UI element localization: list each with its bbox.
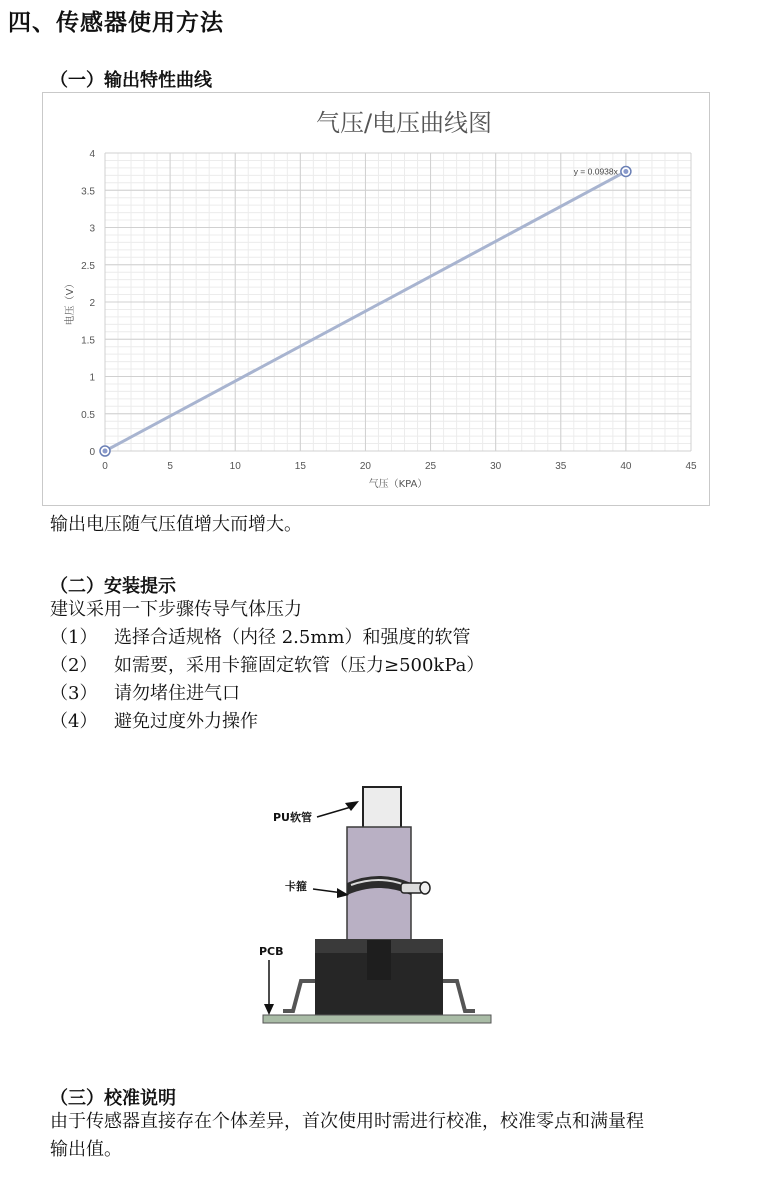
arrow-icon: [345, 801, 359, 811]
y-tick-label: 0.5: [81, 409, 95, 421]
x-tick-label: 5: [167, 461, 173, 472]
install-tips-heading: （二）安装提示: [50, 576, 176, 597]
pcb-board: [263, 1015, 491, 1023]
list-item: [50, 680, 484, 708]
trendline-equation: y = 0.0938x: [573, 166, 618, 177]
x-tick-label: 10: [229, 461, 241, 472]
y-tick-label: 1.5: [81, 335, 95, 347]
y-tick-label: 1: [89, 372, 95, 384]
y-tick-label: 3.5: [81, 186, 95, 198]
calibration-heading: （三）校准说明: [50, 1088, 176, 1109]
list-item-text: 选择合适规格（内径 2.5mm）和强度的软管: [114, 627, 471, 648]
data-point-inner: [103, 449, 108, 454]
clamp-label: 卡箍: [285, 880, 307, 893]
data-point-inner: [623, 169, 628, 174]
x-tick-label: 40: [620, 461, 632, 472]
y-tick-label: 0: [89, 447, 95, 458]
list-item: [50, 708, 484, 736]
x-axis-label: 气压（KPA）: [368, 479, 428, 490]
list-item-number: （2）: [50, 655, 98, 676]
install-intro: 建议采用一下步骤传导气体压力: [50, 599, 302, 620]
x-tick-label: 15: [294, 461, 306, 472]
y-axis-label: 电压（V）: [65, 278, 76, 326]
install-steps-list: [50, 624, 484, 736]
calibration-text-line2: 输出值。: [50, 1139, 122, 1160]
y-tick-label: 3: [89, 223, 95, 235]
chart-caption: 输出电压随气压值增大而增大。: [50, 514, 302, 535]
list-item: [50, 624, 484, 652]
pu-tube-upper: [363, 787, 401, 832]
list-item-text: 避免过度外力操作: [114, 711, 258, 732]
x-tick-label: 45: [685, 461, 697, 472]
chart-title: 气压/电压曲线图: [315, 109, 493, 137]
x-tick-label: 35: [555, 461, 567, 472]
x-tick-label: 30: [490, 461, 502, 472]
section-title: 四、传感器使用方法: [8, 10, 224, 36]
list-item-number: （3）: [50, 683, 98, 704]
list-item-number: （4）: [50, 711, 98, 732]
sensor-pin-right: [443, 981, 475, 1011]
x-tick-label: 20: [359, 461, 372, 472]
x-tick-label: 0: [102, 461, 108, 472]
list-item-text: 请勿堵住进气口: [114, 683, 240, 704]
pcb-label: PCB: [259, 945, 284, 958]
arrow-icon: [264, 1004, 274, 1015]
y-tick-label: 2.5: [81, 260, 95, 272]
list-item-number: （1）: [50, 627, 98, 648]
installation-diagram: [255, 785, 505, 1034]
y-tick-label: 2: [89, 298, 95, 309]
list-item-text: 如需要，采用卡箍固定软管（压力≥500kPa）: [114, 655, 485, 676]
installation-diagram-svg: [255, 785, 505, 1030]
output-curve-heading: （一）输出特性曲线: [50, 70, 212, 91]
sensor-pin-left: [283, 981, 315, 1011]
x-tick-label: 25: [424, 461, 437, 472]
y-tick-label: 4: [89, 149, 95, 160]
calibration-text-line1: 由于传感器直接存在个体差异，首次使用时需进行校准，校准零点和满量程: [50, 1111, 644, 1132]
pu-tube-label: PU软管: [273, 811, 312, 824]
chart-svg: [43, 93, 711, 507]
pressure-voltage-chart: [42, 92, 710, 506]
list-item: [50, 652, 484, 680]
